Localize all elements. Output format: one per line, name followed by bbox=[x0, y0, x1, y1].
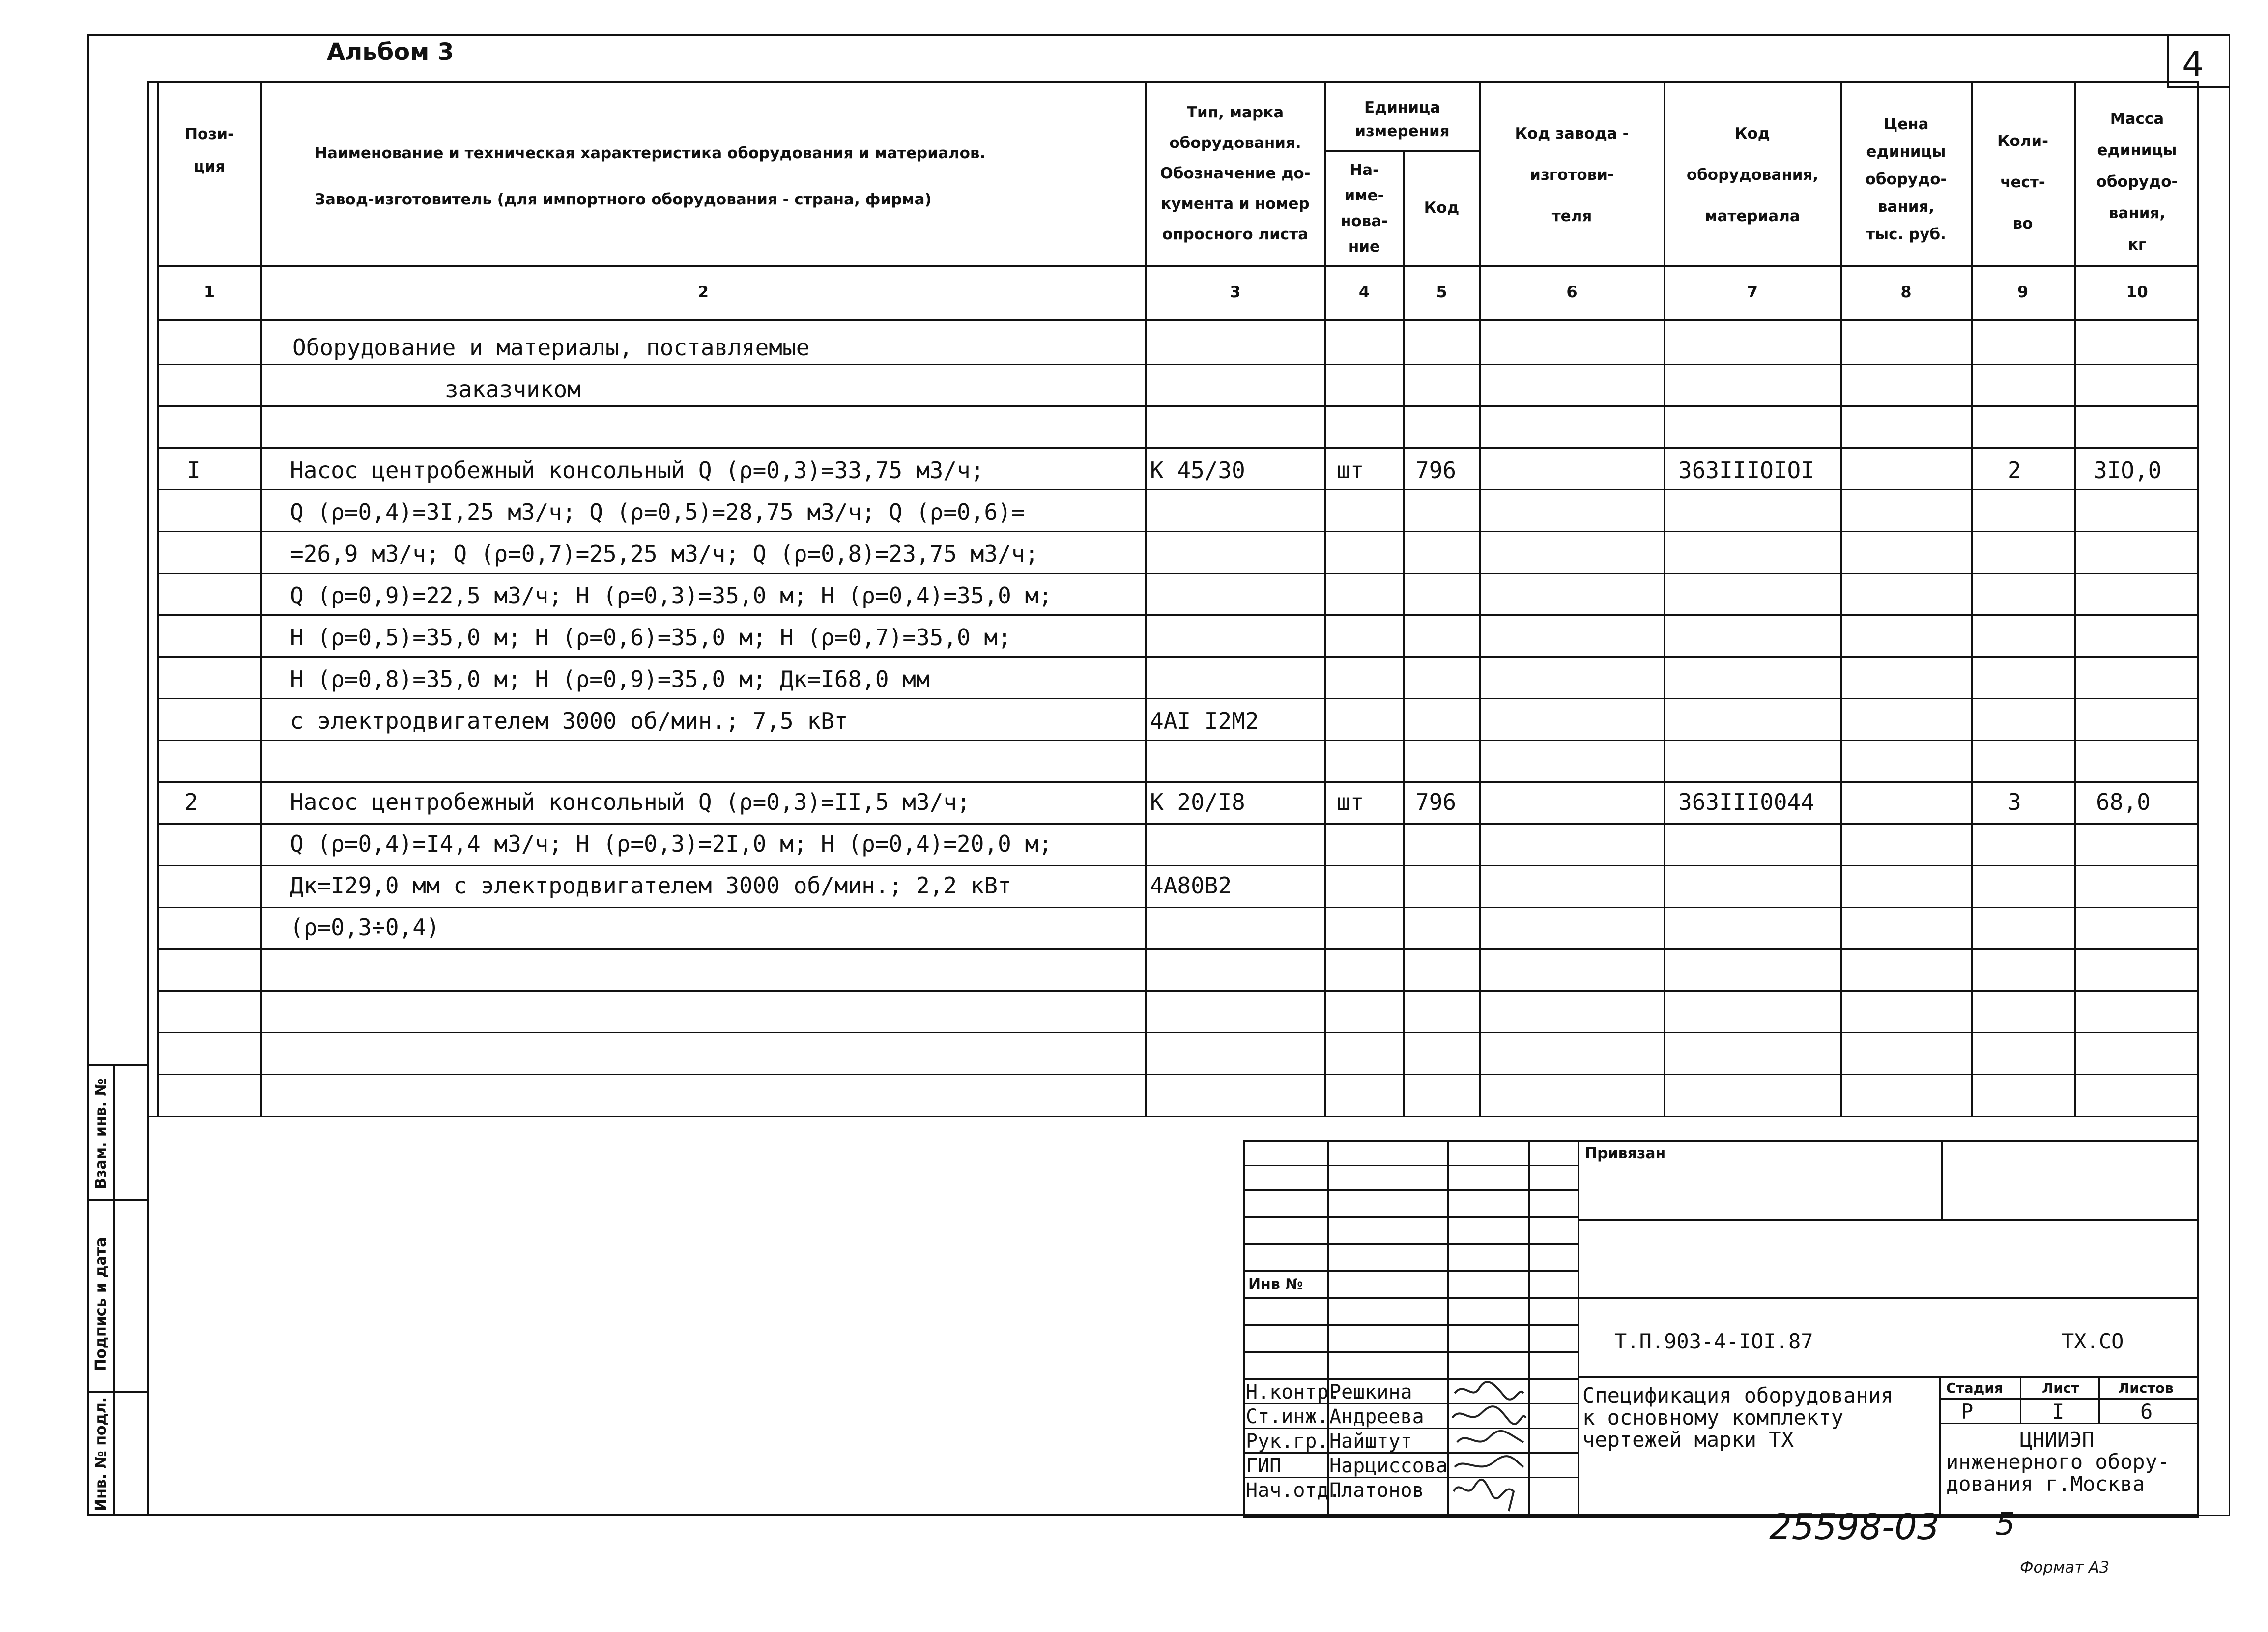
tb-privyazan: Привязан bbox=[1585, 1145, 1666, 1162]
tb-line bbox=[1578, 1219, 2199, 1221]
tb-row bbox=[1243, 1165, 1578, 1166]
item-position: 2 bbox=[184, 789, 198, 815]
item-description-line: Q (ρ=0,4)=3I,25 м3/ч; Q (ρ=0,5)=28,75 м3/ч; Q (ρ=0,6)= bbox=[290, 499, 1025, 525]
tb-org-line: ЦНИИЭП bbox=[2020, 1428, 2095, 1452]
item-description-line: Q (ρ=0,9)=22,5 м3/ч; Н (ρ=0,3)=35,0 м; Н (ρ=0,4)=35,0 м; bbox=[290, 582, 1052, 609]
row-line bbox=[157, 823, 2199, 825]
item-motor-type: 4А80В2 bbox=[1150, 872, 1232, 899]
tb-row bbox=[1243, 1189, 1578, 1191]
tb-row bbox=[1243, 1243, 1578, 1245]
tb-name: Платонов bbox=[1329, 1479, 1424, 1502]
tb-sheets: 6 bbox=[2140, 1400, 2153, 1424]
tb-stage: Р bbox=[1961, 1400, 1974, 1424]
row-line bbox=[157, 573, 2199, 574]
tb-row bbox=[1243, 1351, 1578, 1353]
tb-role: Нач.отд. bbox=[1246, 1479, 1341, 1502]
row-line bbox=[157, 614, 2199, 616]
row-line bbox=[157, 907, 2199, 908]
tb-org-line: дования г.Москва bbox=[1946, 1472, 2145, 1496]
tb-line bbox=[1939, 1376, 1941, 1516]
row-line bbox=[157, 531, 2199, 532]
side-stamp-line bbox=[87, 1391, 149, 1393]
corner-box-line bbox=[2167, 86, 2230, 88]
item-description-line: с электродвигателем 3000 об/мин.; 7,5 кВт bbox=[290, 708, 848, 734]
album-label: Альбом 3 bbox=[327, 38, 454, 66]
col-num: 3 bbox=[1230, 283, 1241, 301]
tb-line bbox=[1243, 1140, 2199, 1142]
corner-box-line bbox=[2167, 34, 2169, 86]
col-line bbox=[260, 81, 262, 1116]
item-description-line: Q (ρ=0,4)=I4,4 м3/ч; Н (ρ=0,3)=2I,0 м; Н (ρ=0,4)=20,0 м; bbox=[290, 830, 1052, 857]
item-description-line: =26,9 м3/ч; Q (ρ=0,7)=25,25 м3/ч; Q (ρ=0,8)=23,75 м3/ч; bbox=[290, 541, 1039, 567]
row-line bbox=[157, 1032, 2199, 1033]
item-type: К 20/I8 bbox=[1150, 789, 1245, 815]
tb-role: Ст.инж. bbox=[1246, 1405, 1329, 1428]
side-stamp-signature-date: Подпись и дата bbox=[92, 1237, 110, 1371]
tb-sheet-label: Лист bbox=[2042, 1380, 2079, 1396]
tb-line bbox=[1243, 1516, 2199, 1518]
tb-doc-mark: ТХ.СО bbox=[2062, 1329, 2124, 1353]
tb-line bbox=[2098, 1376, 2100, 1423]
tb-inv-no: Инв № bbox=[1248, 1276, 1303, 1293]
tb-line bbox=[1578, 1297, 2199, 1299]
side-stamp-line bbox=[87, 1199, 149, 1201]
col-num: 9 bbox=[2017, 283, 2029, 301]
item-quantity: 3 bbox=[2008, 789, 2021, 815]
col-num: 7 bbox=[1747, 283, 1758, 301]
header-quantity: Коли- чест- во bbox=[1997, 132, 2048, 232]
page-mark: 4 bbox=[2182, 44, 2204, 85]
item-description-line: (ρ=0,3÷0,4) bbox=[290, 914, 440, 941]
section-title-line: Оборудование и материалы, поставляемые bbox=[292, 334, 810, 361]
row-line bbox=[157, 447, 2199, 449]
tb-title-line: Спецификация оборудования bbox=[1582, 1383, 1894, 1407]
row-line bbox=[157, 740, 2199, 741]
tb-sheet: I bbox=[2052, 1400, 2065, 1424]
item-description-line: Дк=I29,0 мм с электродвигателем 3000 об/мин.; 2,2 кВт bbox=[290, 872, 1011, 899]
tb-line bbox=[1327, 1140, 1329, 1516]
item-unit-code: 796 bbox=[1415, 789, 1457, 815]
header-position: Пози- ция bbox=[185, 125, 234, 175]
item-mass: 68,0 bbox=[2096, 789, 2151, 815]
item-type: К 45/30 bbox=[1150, 457, 1245, 484]
col-line bbox=[157, 81, 159, 1116]
col-num: 8 bbox=[1900, 283, 1912, 301]
tb-line bbox=[1243, 1140, 1245, 1516]
tb-row bbox=[1939, 1398, 2199, 1400]
header-mass: Масса единицы оборудо- вания, кг bbox=[2096, 110, 2178, 254]
tb-role: Рук.гр. bbox=[1246, 1430, 1329, 1453]
item-description-line: Насос центробежный консольный Q (ρ=0,3)=33,75 м3/ч; bbox=[290, 457, 984, 484]
row-line bbox=[157, 405, 2199, 407]
tb-row bbox=[1243, 1297, 1578, 1299]
row-line bbox=[157, 948, 2199, 950]
item-description-line: Н (ρ=0,8)=35,0 м; Н (ρ=0,9)=35,0 м; Дк=I68,0 мм bbox=[290, 666, 930, 692]
header-name: Наименование и техническая характеристика оборудования и материалов. Завод-изготовитель (для импортного оборудования - страна, фирма) bbox=[315, 144, 986, 208]
header-factory-code: Код завода - изготови- теля bbox=[1515, 125, 1629, 225]
item-equipment-code: 363IIIOIOI bbox=[1678, 457, 1814, 484]
tb-doc-code: Т.П.903-4-IOI.87 bbox=[1614, 1329, 1813, 1353]
tb-name: Решкина bbox=[1329, 1381, 1412, 1403]
table-line bbox=[157, 81, 2199, 83]
tb-line bbox=[2020, 1376, 2021, 1423]
row-line bbox=[157, 781, 2199, 783]
row-line bbox=[157, 698, 2199, 699]
header-equipment-code: Код оборудования, материала bbox=[1686, 125, 1819, 225]
header-unit-name: На- име- нова- ние bbox=[1340, 161, 1388, 256]
row-line bbox=[157, 364, 2199, 365]
item-description-line: Насос центробежный консольный Q (ρ=0,3)=II,5 м3/ч; bbox=[290, 789, 971, 815]
item-unit-name: шт bbox=[1337, 457, 1364, 484]
paper-format: Формат А3 bbox=[2020, 1558, 2110, 1576]
tb-role: ГИП bbox=[1246, 1455, 1282, 1477]
header-price: Цена единицы оборудо- вания, тыс. руб. bbox=[1865, 115, 1947, 243]
item-position: I bbox=[187, 457, 201, 484]
col-num: 5 bbox=[1436, 283, 1447, 301]
row-line bbox=[157, 656, 2199, 658]
item-quantity: 2 bbox=[2008, 457, 2021, 484]
archive-sheet: 5 bbox=[1995, 1506, 2015, 1543]
section-title-line: заказчиком bbox=[445, 376, 581, 402]
tb-row bbox=[1243, 1216, 1578, 1218]
header-unit-group: Единица измерения bbox=[1355, 99, 1450, 140]
tb-line bbox=[1941, 1140, 1943, 1219]
item-description-line: Н (ρ=0,5)=35,0 м; Н (ρ=0,6)=35,0 м; Н (ρ=0,7)=35,0 м; bbox=[290, 624, 1011, 651]
tb-stage-label: Стадия bbox=[1946, 1380, 2003, 1396]
table-line bbox=[157, 319, 2199, 321]
row-line bbox=[157, 1074, 2199, 1075]
tb-line bbox=[1578, 1376, 2199, 1378]
col-num: 6 bbox=[1566, 283, 1578, 301]
tb-role: Н.контр. bbox=[1246, 1381, 1341, 1403]
row-line bbox=[157, 865, 2199, 866]
tb-line bbox=[1578, 1140, 1579, 1516]
row-line bbox=[157, 489, 2199, 490]
side-stamp-line bbox=[113, 1064, 115, 1516]
archive-number: 25598-03 bbox=[1769, 1506, 1940, 1547]
tb-name: Найштут bbox=[1329, 1430, 1412, 1453]
side-stamp-original-inv: Инв. № подл. bbox=[92, 1397, 110, 1511]
row-line bbox=[157, 990, 2199, 992]
col-num: 4 bbox=[1358, 283, 1370, 301]
tb-line bbox=[1528, 1140, 1530, 1516]
tb-row bbox=[1243, 1270, 1578, 1272]
tb-name: Андреева bbox=[1329, 1405, 1424, 1428]
item-motor-type: 4АI I2М2 bbox=[1150, 708, 1259, 734]
tb-row bbox=[1939, 1423, 2199, 1424]
item-equipment-code: 363III0044 bbox=[1678, 789, 1814, 815]
tb-sheets-label: Листов bbox=[2118, 1380, 2174, 1396]
col-num: 2 bbox=[697, 283, 709, 301]
col-num: 10 bbox=[2126, 283, 2148, 301]
tb-title-line: к основному комплекту bbox=[1582, 1405, 1844, 1430]
side-stamp-replaced-inv: Взам. инв. № bbox=[92, 1078, 110, 1189]
tb-name: Нарциссова bbox=[1329, 1455, 1448, 1477]
item-mass: 3IO,0 bbox=[2094, 457, 2162, 484]
item-unit-code: 796 bbox=[1415, 457, 1457, 484]
tb-title-line: чертежей марки ТХ bbox=[1582, 1428, 1794, 1452]
tb-org-line: инженерного обору- bbox=[1946, 1450, 2170, 1474]
item-unit-name: шт bbox=[1337, 789, 1364, 815]
col-num: 1 bbox=[203, 283, 215, 301]
header-type: Тип, марка оборудования. Обозначение до- кумента и номер опросного листа bbox=[1160, 104, 1311, 243]
header-unit-code: Код bbox=[1424, 199, 1460, 217]
table-line bbox=[157, 265, 2199, 267]
tb-row bbox=[1243, 1324, 1578, 1326]
signature-scribbles bbox=[1450, 1378, 1528, 1516]
table-line bbox=[147, 1116, 2199, 1117]
unit-group-line bbox=[1324, 150, 1479, 152]
